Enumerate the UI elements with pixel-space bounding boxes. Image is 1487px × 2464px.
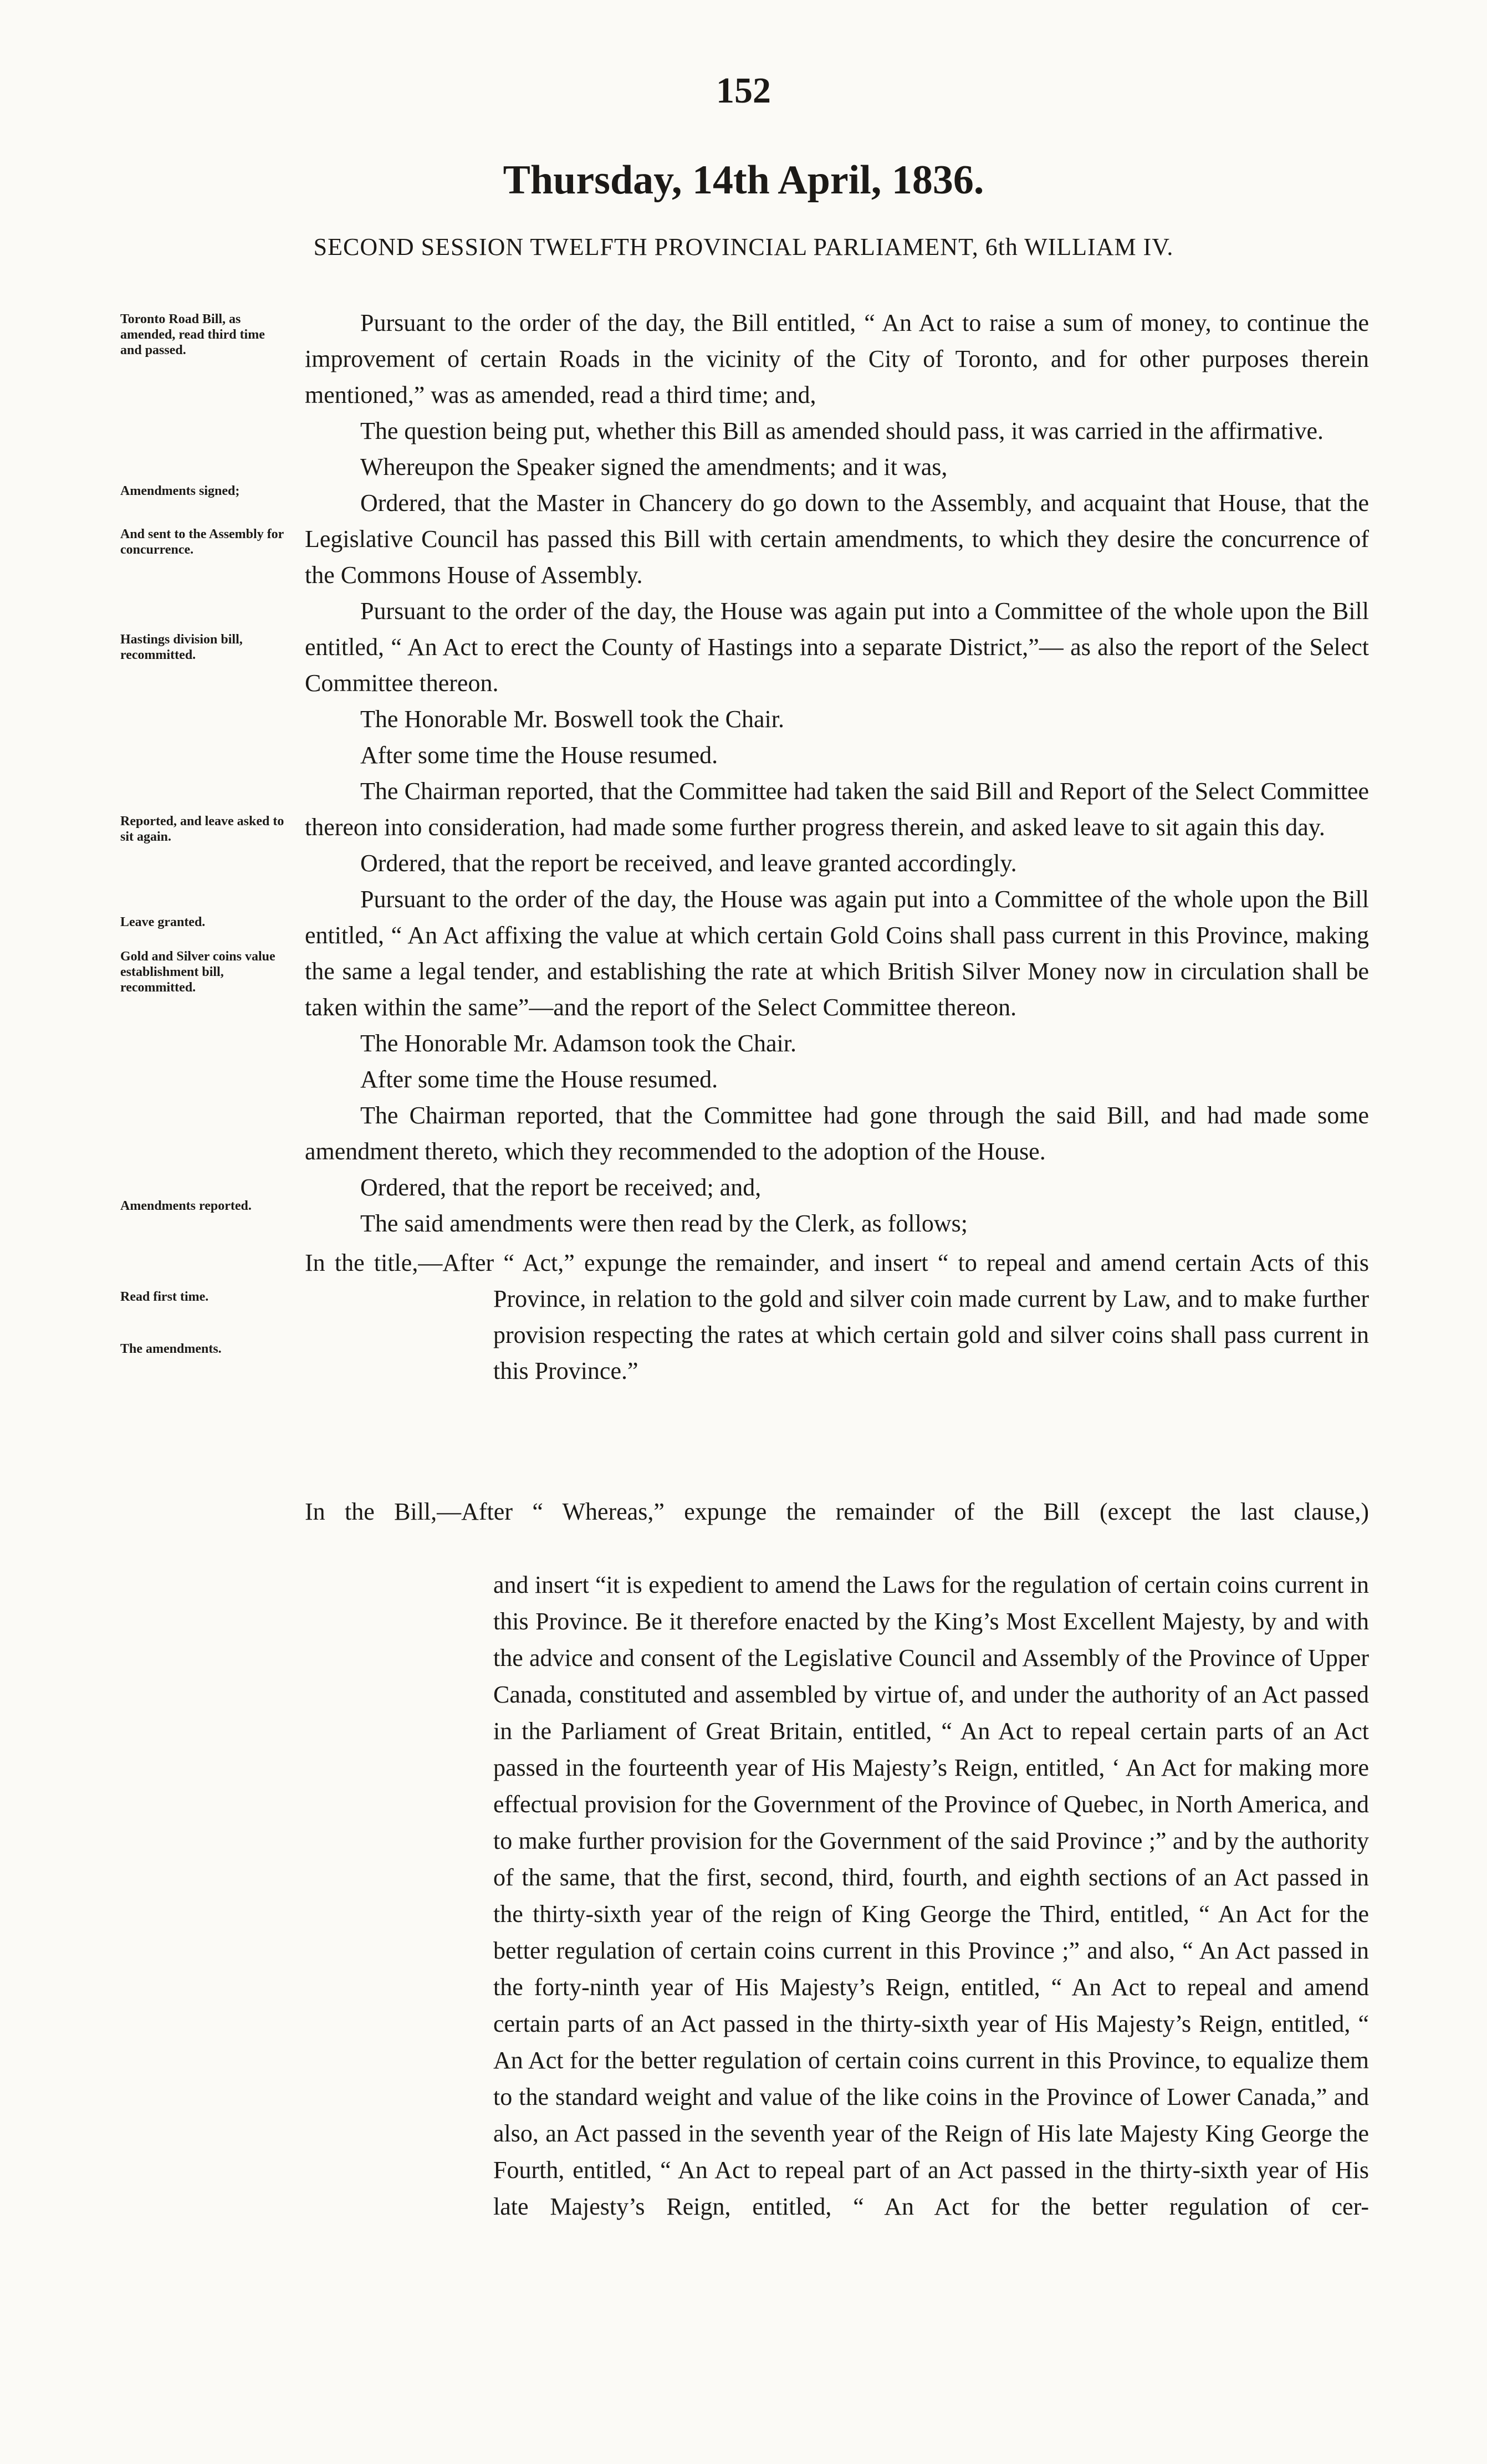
margin-note: And sent to the Assembly for concurrence. — [120, 527, 284, 557]
paragraph: The Chairman reported, that the Committee had gone through the said Bill, and had made some amendment thereto, which they recommended to the adoption of the House. — [305, 1102, 1369, 1165]
paragraph: The question being put, whether this Bill as amended should pass, it was carried in the affirmative. — [360, 417, 1324, 444]
paragraph: The said amendments were then read by the Clerk, as follows; — [360, 1210, 968, 1237]
amendment-title: In the title,—After “ Act,” expunge the remainder, and insert “ to repeal and amend certain Acts of this Province, in relation to the gold and silver coin made current by Law, and to make further provision respecting the rates at which certain gold and silver coins shall pass current in this Province.” — [305, 1249, 1369, 1384]
margin-note: Toronto Road Bill, as amended, read third time and passed. — [120, 312, 265, 357]
paragraph: The Honorable Mr. Boswell took the Chair. — [360, 706, 784, 733]
paragraph: After some time the House resumed. — [360, 742, 718, 769]
margin-note: Leave granted. — [120, 915, 206, 929]
margin-note: The amendments. — [120, 1342, 222, 1356]
paragraph: Pursuant to the order of the day, the Bill entitled, “ An Act to raise a sum of money, to continue the improvement of certain Roads in the vicinity of the City of Toronto, and for other purposes therein mentioned,” was as amended, read a third time; and, — [305, 309, 1369, 408]
margin-note: Reported, and leave asked to sit again. — [120, 814, 284, 844]
paragraph: The Chairman reported, that the Committee had taken the said Bill and Report of the Select Committee thereon into consideration, had made some further progress therein, and asked leave to sit again this day. — [305, 778, 1369, 841]
journal-body — [305, 305, 1369, 1389]
margin-note: Amendments reported. — [120, 1199, 252, 1213]
amendment-bill — [305, 1494, 1369, 2262]
paragraph: Pursuant to the order of the day, the House was again put into a Committee of the whole upon the Bill entitled, “ An Act to erect the County of Hastings into a separate District,”— as also the report of the Select Committee thereon. — [305, 597, 1369, 697]
paragraph: The Honorable Mr. Adamson took the Chair. — [360, 1030, 796, 1057]
paragraph: Pursuant to the order of the day, the House was again put into a Committee of the whole upon the Bill entitled, “ An Act affixing the value at which certain Gold Coins shall pass current in this Province, making the same a legal tender, and establishing the rate at which British Silver Money now in circulation shall be taken within the same”—and the report of the Select Committee thereon. — [305, 886, 1369, 1021]
paragraph: Ordered, that the Master in Chancery do go down to the Assembly, and acquaint that House, that the Legislative Council has passed this Bill with certain amendments, to which they desire the concurrence of the Commons House of Assembly. — [305, 489, 1369, 589]
margin-note: Read first time. — [120, 1290, 209, 1304]
paragraph: Ordered, that the report be received, and leave granted accordingly. — [360, 850, 1017, 877]
amendment-bill-body: and insert “it is expedient to amend the Laws for the regulation of certain coins current in this Province. Be it therefore enacted by the King’s Most Excellent Majesty, by and with the advice and consent of the Legislative Council and Assembly of the Province of Upper Canada, constituted and assembled by virtue of, and under the authority of an Act passed in the Parliament of Great Britain, entitled, “ An Act to repeal certain parts of an Act passed in the fourteenth year of His Majesty’s Reign, entitled, ‘ An Act for making more effectual provision for the Government of the Province of Quebec, in North America, and to make further provision for the Government of the said Province ;” and by the authority of the same, that the first, second, third, fourth, and eighth sections of an Act passed in the thirty-sixth year of the reign of King George the Third, entitled, “ An Act for the better regulation of certain coins current in this Province ;” and also, “ An Act passed in the forty-ninth year of His Majesty’s Reign, entitled, “ An Act to repeal and amend certain parts of an Act passed in the thirty-sixth year of His Majesty’s Reign, entitled, “ An Act for the better regulation of certain coins current in this Province, to equalize them to the standard weight and value of the like coins in the Province of Lower Canada,” and also, an Act passed in the seventh year of the Reign of His late Majesty King George the Fourth, entitled, “ An Act to repeal part of an Act passed in the thirty-sixth year of His late Majesty’s Reign, entitled, “ An Act for the better regulation of cer- — [493, 1571, 1369, 2220]
session-subtitle: SECOND SESSION TWELFTH PROVINCIAL PARLIAMENT, 6th WILLIAM IV. — [313, 233, 1174, 260]
page-title: Thursday, 14th April, 1836. — [503, 157, 984, 203]
paragraph: After some time the House resumed. — [360, 1066, 718, 1093]
margin-note: Amendments signed; — [120, 484, 240, 498]
amendment-bill-lead: In the Bill,—After “ Whereas,” expunge the remainder of the Bill (except the last clause,) — [305, 1498, 1369, 1525]
margin-note: Hastings division bill, recommitted. — [120, 632, 243, 662]
paragraph: Ordered, that the report be received; and, — [360, 1174, 762, 1201]
page-number: 152 — [716, 70, 771, 111]
paragraph: Whereupon the Speaker signed the amendments; and it was, — [360, 453, 948, 480]
margin-note: Gold and Silver coins value establishment bill, recommitted. — [120, 949, 275, 995]
